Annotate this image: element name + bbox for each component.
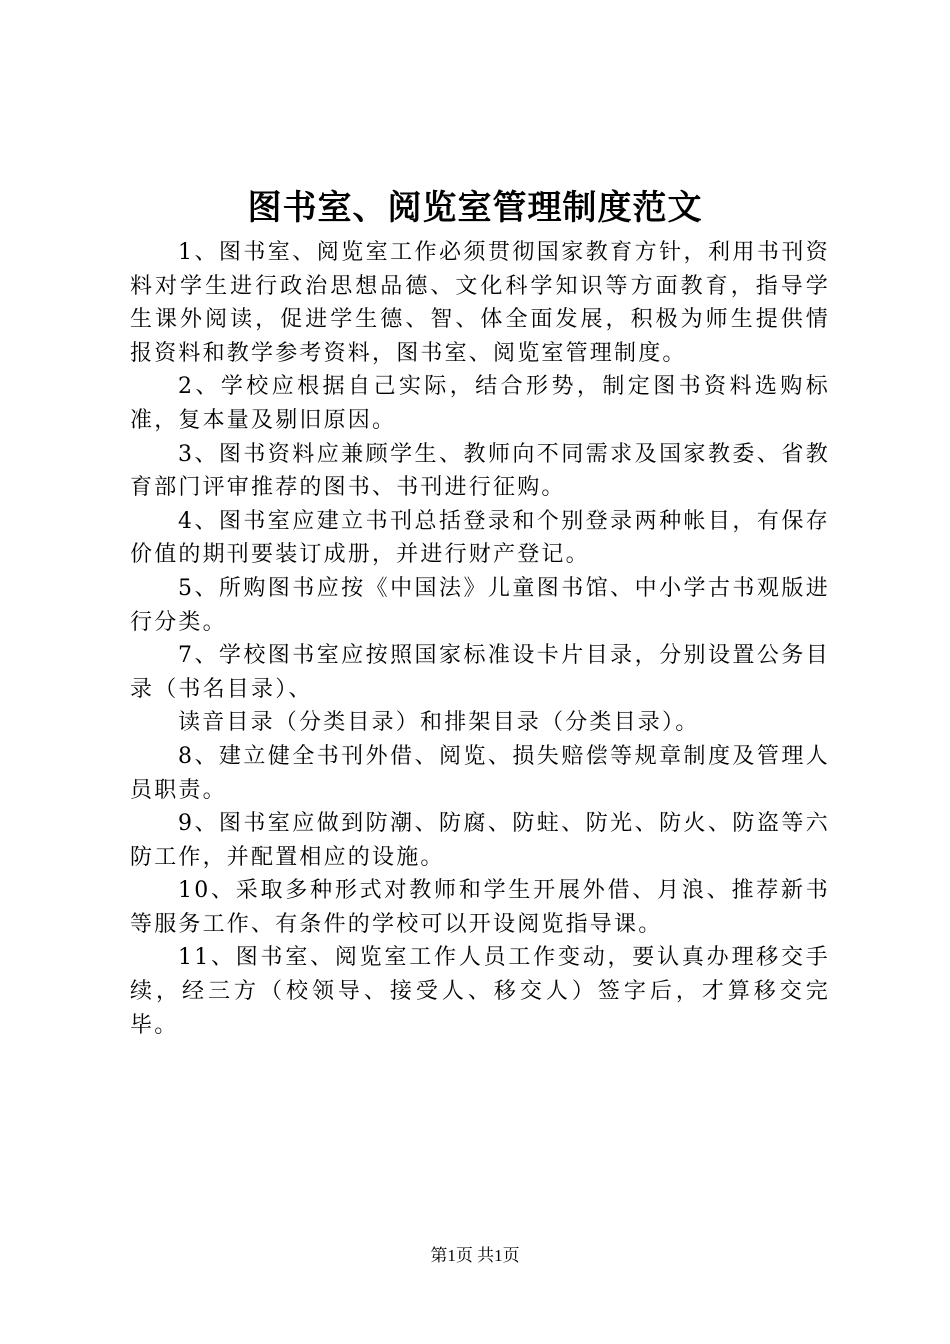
paragraph-9: 9、图书室应做到防潮、防腐、防蛀、防光、防火、防盗等六防工作，并配置相应的设施。 [130,811,830,870]
document-body [130,236,830,1042]
paragraph-11: 11、图书室、阅览室工作人员工作变动，要认真办理移交手续，经三方（校领导、接受人、移交人）签字后，才算移交完毕。 [130,945,830,1038]
paragraph-7-continuation: 读音目录（分类目录）和排架目录（分类目录）。 [178,710,700,736]
paragraph-2: 2、学校应根据自己实际，结合形势，制定图书资料选购标准，复本量及剔旧原因。 [130,374,830,433]
page-number-footer: 第1页 共1页 [430,1246,520,1265]
paragraph-10: 10、采取多种形式对教师和学生开展外借、月浪、推荐新书等服务工作、有条件的学校可以开设阅览指导课。 [130,878,830,937]
document-title: 图书室、阅览室管理制度范文 [247,188,703,228]
paragraph-7: 7、学校图书室应按照国家标准设卡片目录，分别设置公务目录（书名目录）、 [130,643,830,702]
paragraph-4: 4、图书室应建立书刊总括登录和个别登录两种帐目，有保存价值的期刊要装订成册，并进行财产登记。 [130,508,830,568]
paragraph-3: 3、图书资料应兼顾学生、教师向不同需求及国家教委、省教育部门评审推荐的图书、书刊进行征购。 [130,441,830,501]
paragraph-1: 1、图书室、阅览室工作必须贯彻国家教育方针，利用书刊资料对学生进行政治思想品德、文化科学知识等方面教育，指导学生课外阅读，促进学生德、智、体全面发展，积极为师生提供情报资料和教学参考资料，图书室、阅览室管理制度。 [130,240,830,366]
paragraph-5: 5、所购图书应按《中国法》儿童图书馆、中小学古书观版进行分类。 [130,575,830,635]
paragraph-8: 8、建立健全书刊外借、阅览、损失赔偿等规章制度及管理人员职责。 [130,743,830,803]
